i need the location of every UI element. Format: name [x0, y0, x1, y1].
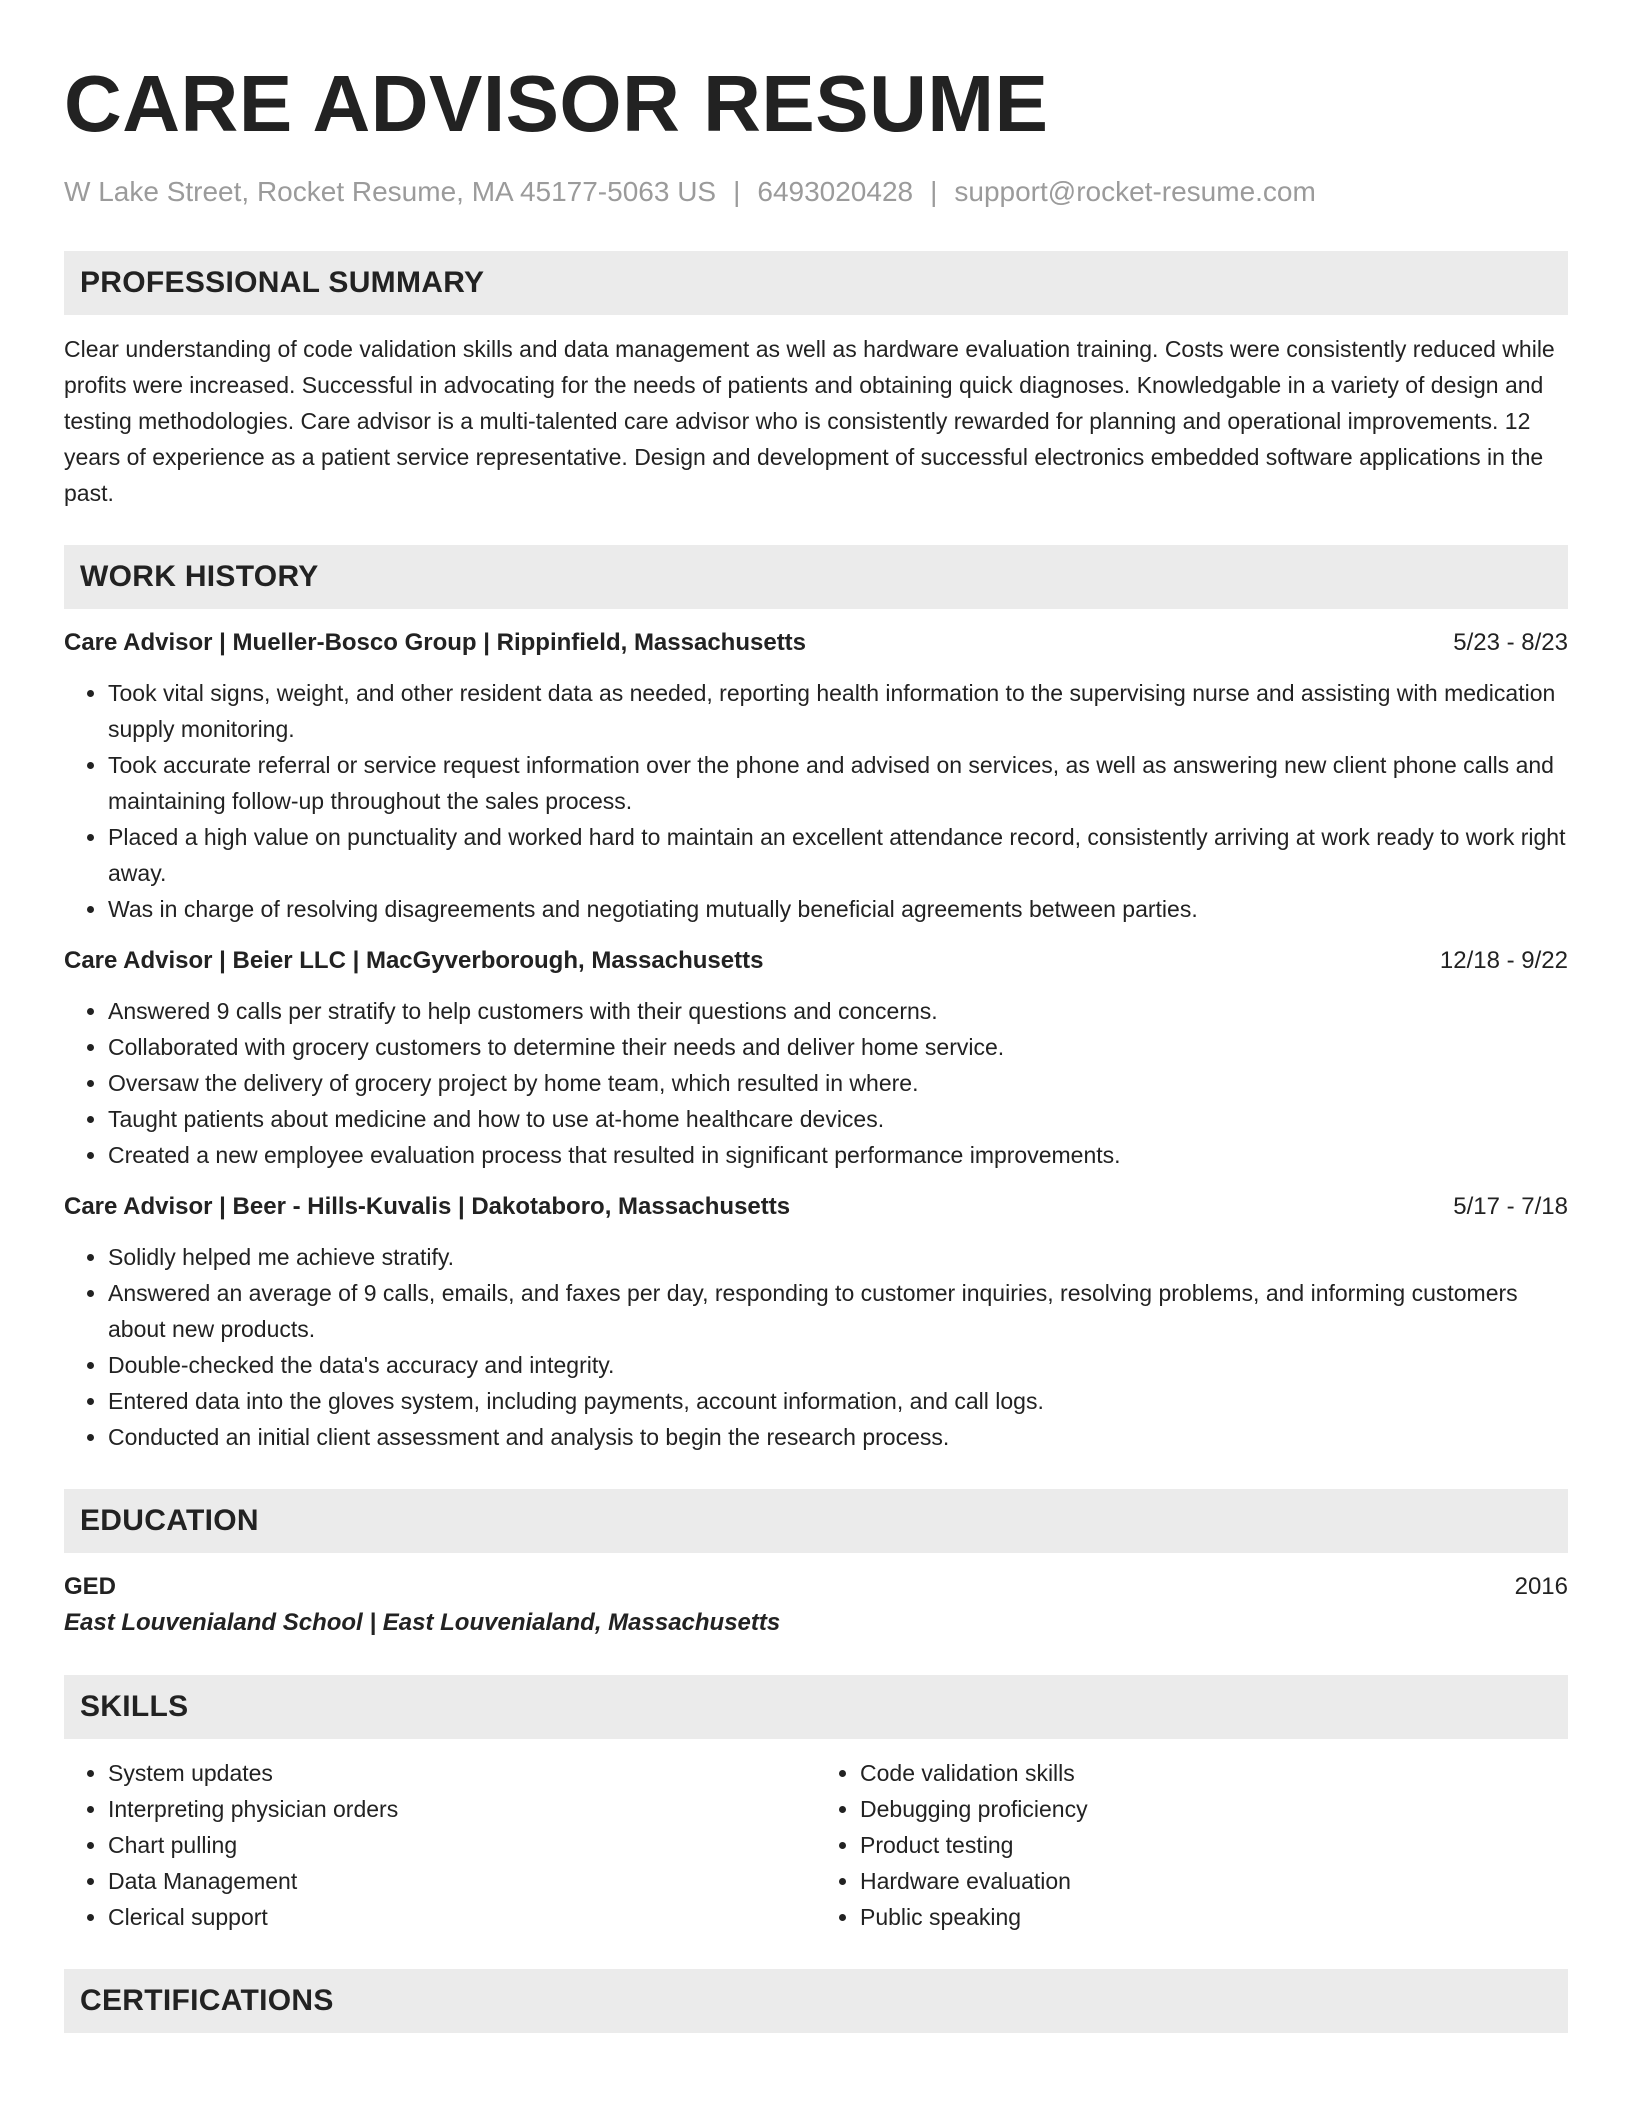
- education-header: [64, 1569, 1568, 1605]
- job-dates: 5/17 - 7/18: [1453, 1193, 1568, 1220]
- job-dates: 5/23 - 8/23: [1453, 629, 1568, 656]
- section-header-skills: SKILLS: [64, 1675, 1568, 1739]
- skill-item: • System updates: [108, 1755, 816, 1791]
- job-bullets: [64, 1239, 1568, 1455]
- contact-separator: |: [930, 176, 938, 207]
- skill-item: • Product testing: [860, 1827, 1568, 1863]
- job-bullet: • Entered data into the gloves system, including payments, account information, and call logs.: [108, 1383, 1568, 1419]
- skill-item: • Interpreting physician orders: [108, 1791, 816, 1827]
- job-bullet: • Placed a high value on punctuality and worked hard to maintain an excellent attendance record, consistently arriving at work ready to work right away.: [108, 819, 1568, 891]
- job-bullets: [64, 993, 1568, 1173]
- job-bullet: • Answered 9 calls per stratify to help customers with their questions and concerns.: [108, 993, 1568, 1029]
- job-title: Care Advisor | Mueller-Bosco Group | Rippinfield, Massachusetts: [64, 629, 807, 656]
- job-header: [64, 1189, 1568, 1225]
- contact-address: W Lake Street, Rocket Resume, MA 45177-5063 US: [64, 176, 717, 207]
- job-entry: [64, 1189, 1568, 1455]
- contact-separator: |: [733, 176, 741, 207]
- job-bullets: [64, 675, 1568, 927]
- skill-item: • Debugging proficiency: [860, 1791, 1568, 1827]
- contact-email: support@rocket-resume.com: [954, 176, 1316, 207]
- section-header-certifications: CERTIFICATIONS: [64, 1969, 1568, 2033]
- job-entry: [64, 943, 1568, 1173]
- skill-item: • Hardware evaluation: [860, 1863, 1568, 1899]
- section-header-summary: PROFESSIONAL SUMMARY: [64, 251, 1568, 315]
- job-bullet: • Double-checked the data's accuracy and integrity.: [108, 1347, 1568, 1383]
- job-title: Care Advisor | Beier LLC | MacGyverborough, Massachusetts: [64, 947, 764, 974]
- section-header-education: EDUCATION: [64, 1489, 1568, 1553]
- skill-item: • Clerical support: [108, 1899, 816, 1935]
- skills-list: [816, 1755, 1568, 1935]
- job-bullet: • Conducted an initial client assessment and analysis to begin the research process.: [108, 1419, 1568, 1455]
- skills-column-left: [64, 1755, 816, 1935]
- skill-item: • Code validation skills: [860, 1755, 1568, 1791]
- job-header: [64, 943, 1568, 979]
- contact-line: [64, 174, 1568, 210]
- job-bullet: • Collaborated with grocery customers to determine their needs and deliver home service.: [108, 1029, 1568, 1065]
- job-title: Care Advisor | Beer - Hills-Kuvalis | Dakotaboro, Massachusetts: [64, 1193, 791, 1220]
- job-entry: [64, 625, 1568, 927]
- job-header: [64, 625, 1568, 661]
- education-school: East Louvenialand School | East Louvenialand, Massachusetts: [64, 1609, 781, 1636]
- job-dates: 12/18 - 9/22: [1439, 947, 1568, 974]
- job-bullet: • Solidly helped me achieve stratify.: [108, 1239, 1568, 1275]
- job-bullet: • Took accurate referral or service request information over the phone and advised on services, as well as answering new client phone calls and maintaining follow-up throughout the sales process.: [108, 747, 1568, 819]
- resume-title: CARE ADVISOR RESUME: [64, 59, 1049, 148]
- job-bullet: • Created a new employee evaluation process that resulted in significant performance improvements.: [108, 1137, 1568, 1173]
- education-degree: GED: [64, 1573, 117, 1600]
- contact-phone: 6493020428: [757, 176, 914, 207]
- job-bullet: • Taught patients about medicine and how to use at-home healthcare devices.: [108, 1101, 1568, 1137]
- job-bullet: • Was in charge of resolving disagreements and negotiating mutually beneficial agreements between parties.: [108, 891, 1568, 927]
- summary-text: Clear understanding of code validation skills and data management as well as hardware evaluation training. Costs were consistently reduced while profits were increased. Successful in advocating for the needs of patients and obtaining quick diagnoses. Knowledgable in a variety of design and testing methodologies. Care advisor is a multi-talented care advisor who is consistently rewarded for planning and operational improvements. 12 years of experience as a patient service representative. Design and development of successful electronics embedded software applications in the past.: [64, 336, 1555, 506]
- job-bullet: • Took vital signs, weight, and other resident data as needed, reporting health information to the supervising nurse and assisting with medication supply monitoring.: [108, 675, 1568, 747]
- job-bullet: • Oversaw the delivery of grocery project by home team, which resulted in where.: [108, 1065, 1568, 1101]
- education-year: 2016: [1514, 1573, 1568, 1600]
- education-entry: [64, 1569, 1568, 1641]
- job-bullet: • Answered an average of 9 calls, emails, and faxes per day, responding to customer inquiries, resolving problems, and informing customers about new products.: [108, 1275, 1568, 1347]
- skills-list: [64, 1755, 816, 1935]
- skills-grid: [64, 1755, 1568, 1935]
- section-header-work-history: WORK HISTORY: [64, 545, 1568, 609]
- skills-column-right: [816, 1755, 1568, 1935]
- skill-item: • Public speaking: [860, 1899, 1568, 1935]
- skill-item: • Data Management: [108, 1863, 816, 1899]
- skill-item: • Chart pulling: [108, 1827, 816, 1863]
